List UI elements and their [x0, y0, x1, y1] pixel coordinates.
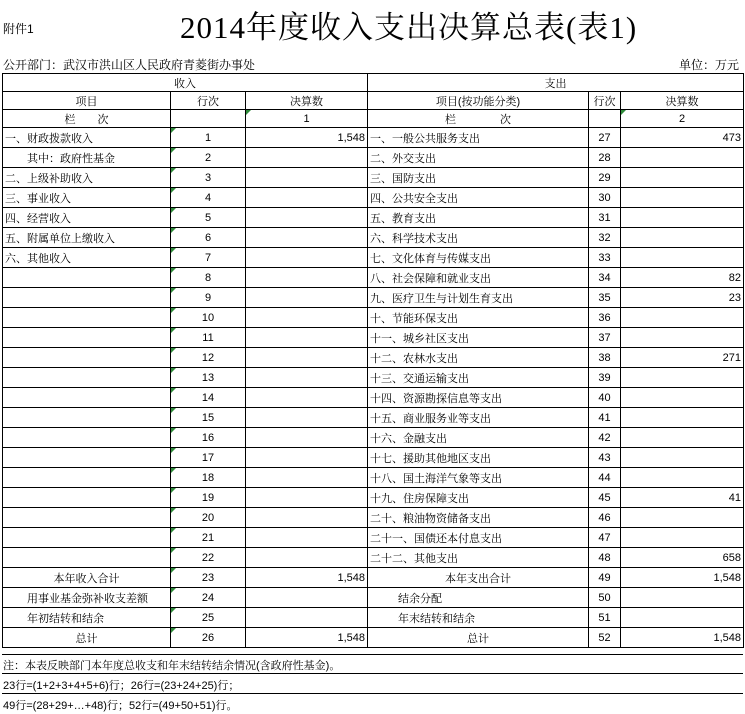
income-item-name: 一、财政拨款收入	[3, 128, 171, 148]
table-row	[3, 248, 744, 268]
income-row-number: 20	[171, 508, 246, 528]
income-item-name	[3, 528, 171, 548]
table-row	[3, 408, 744, 428]
expense-amount	[621, 468, 744, 488]
expense-amount	[621, 368, 744, 388]
expense-row-number: 37	[589, 328, 621, 348]
income-amount	[246, 448, 368, 468]
expense-summary-row: 51	[589, 608, 621, 628]
income-row-number: 11	[171, 328, 246, 348]
expense-summary-row: 50	[589, 588, 621, 608]
income-amount	[246, 408, 368, 428]
expense-summary-amount: 1,548	[621, 628, 744, 648]
expense-amount	[621, 208, 744, 228]
expense-item-name: 二、外交支出	[368, 148, 589, 168]
expense-summary-row: 52	[589, 628, 621, 648]
expense-row-number: 46	[589, 508, 621, 528]
expense-row-header: 行次	[589, 92, 621, 110]
income-amount	[246, 208, 368, 228]
income-section-header: 收入	[3, 74, 368, 92]
table-row	[3, 228, 744, 248]
table-row	[3, 268, 744, 288]
income-row-number: 18	[171, 468, 246, 488]
income-amount	[246, 168, 368, 188]
expense-item-name: 二十一、国债还本付息支出	[368, 528, 589, 548]
department-label: 公开部门：武汉市洪山区人民政府青菱街办事处	[3, 58, 256, 72]
expense-row-number: 44	[589, 468, 621, 488]
expense-row-number: 33	[589, 248, 621, 268]
expense-row-number: 40	[589, 388, 621, 408]
expense-row-number: 28	[589, 148, 621, 168]
expense-amount	[621, 448, 744, 468]
expense-item-name: 十八、国土海洋气象等支出	[368, 468, 589, 488]
income-row-header: 行次	[171, 92, 246, 110]
table-row	[3, 168, 744, 188]
summary-row	[3, 588, 744, 608]
expense-summary-name: 本年支出合计	[368, 568, 589, 588]
expense-amount	[621, 248, 744, 268]
income-amount	[246, 308, 368, 328]
expense-item-name: 六、科学技术支出	[368, 228, 589, 248]
expense-row-number: 34	[589, 268, 621, 288]
income-item-name	[3, 428, 171, 448]
income-item-name: 三、事业收入	[3, 188, 171, 208]
table-row	[3, 188, 744, 208]
expense-item-name: 十一、城乡社区支出	[368, 328, 589, 348]
income-summary-row: 26	[171, 628, 246, 648]
expense-item-name: 三、国防支出	[368, 168, 589, 188]
income-amount	[246, 248, 368, 268]
income-amount	[246, 148, 368, 168]
income-amount	[246, 528, 368, 548]
expense-item-name: 二十、粮油物资储备支出	[368, 508, 589, 528]
notes-divider-2	[2, 673, 743, 674]
expense-item-header: 项目(按功能分类)	[368, 92, 589, 110]
expense-amount	[621, 328, 744, 348]
table-row	[3, 388, 744, 408]
unit-label: 单位：万元	[678, 58, 739, 72]
expense-amount: 658	[621, 548, 744, 568]
expense-summary-name: 年末结转和结余	[368, 608, 589, 628]
attachment-label: 附件1	[3, 22, 34, 36]
income-row-number: 5	[171, 208, 246, 228]
expense-row-number: 42	[589, 428, 621, 448]
expense-amount	[621, 188, 744, 208]
income-item-header: 项目	[3, 92, 171, 110]
expense-item-name: 五、教育支出	[368, 208, 589, 228]
budget-table	[2, 73, 744, 648]
expense-item-name: 四、公共安全支出	[368, 188, 589, 208]
income-item-name	[3, 268, 171, 288]
income-summary-row: 25	[171, 608, 246, 628]
income-summary-row: 23	[171, 568, 246, 588]
income-item-name	[3, 408, 171, 428]
expense-amount: 23	[621, 288, 744, 308]
expense-item-name: 十六、金融支出	[368, 428, 589, 448]
income-summary-name: 年初结转和结余	[3, 608, 171, 628]
income-summary-amount: 1,548	[246, 628, 368, 648]
income-lanci-blank	[171, 110, 246, 128]
income-col-number: 1	[246, 110, 368, 128]
note-line-2: 23行=(1+2+3+4+5+6)行；26行=(23+24+25)行；	[3, 680, 240, 692]
income-amount	[246, 488, 368, 508]
expense-amount	[621, 228, 744, 248]
expense-row-number: 30	[589, 188, 621, 208]
expense-lanci-cell: 栏 次	[368, 110, 589, 128]
income-row-number: 16	[171, 428, 246, 448]
income-row-number: 15	[171, 408, 246, 428]
income-row-number: 7	[171, 248, 246, 268]
table-row	[3, 508, 744, 528]
expense-amount	[621, 528, 744, 548]
income-summary-row: 24	[171, 588, 246, 608]
expense-item-name: 十二、农林水支出	[368, 348, 589, 368]
expense-item-name: 八、社会保障和就业支出	[368, 268, 589, 288]
income-item-name: 六、其他收入	[3, 248, 171, 268]
expense-summary-name: 结余分配	[368, 588, 589, 608]
income-amount	[246, 288, 368, 308]
income-row-number: 17	[171, 448, 246, 468]
expense-lanci-blank	[589, 110, 621, 128]
summary-row	[3, 568, 744, 588]
income-row-number: 8	[171, 268, 246, 288]
note-line-1: 注：本表反映部门本年度总收支和年末结转结余情况(含政府性基金)。	[3, 660, 341, 672]
income-amount	[246, 548, 368, 568]
income-row-number: 13	[171, 368, 246, 388]
income-item-name: 二、上级补助收入	[3, 168, 171, 188]
income-summary-name: 用事业基金弥补收支差额	[3, 588, 171, 608]
income-row-number: 21	[171, 528, 246, 548]
page-title: 2014年度收入支出决算总表(表1)	[180, 10, 638, 45]
expense-amount	[621, 388, 744, 408]
table-row	[3, 128, 744, 148]
table-row	[3, 328, 744, 348]
income-summary-amount	[246, 608, 368, 628]
income-amount	[246, 368, 368, 388]
summary-row	[3, 628, 744, 648]
expense-amount: 271	[621, 348, 744, 368]
table-row	[3, 528, 744, 548]
note-line-3: 49行=(28+29+…+48)行；52行=(49+50+51)行。	[3, 700, 238, 712]
lanci-row	[3, 110, 744, 128]
expense-row-number: 35	[589, 288, 621, 308]
column-header-row	[3, 92, 744, 110]
expense-summary-name: 总计	[368, 628, 589, 648]
income-item-name	[3, 288, 171, 308]
notes-divider	[2, 654, 743, 655]
income-summary-amount: 1,548	[246, 568, 368, 588]
expense-item-name: 二十二、其他支出	[368, 548, 589, 568]
income-row-number: 3	[171, 168, 246, 188]
income-item-name	[3, 368, 171, 388]
table-row	[3, 488, 744, 508]
table-row	[3, 468, 744, 488]
income-summary-name: 本年收入合计	[3, 568, 171, 588]
income-row-number: 6	[171, 228, 246, 248]
income-item-name	[3, 468, 171, 488]
expense-item-name: 十五、商业服务业等支出	[368, 408, 589, 428]
expense-amount: 82	[621, 268, 744, 288]
table-row	[3, 148, 744, 168]
income-amount	[246, 428, 368, 448]
income-item-name	[3, 348, 171, 368]
summary-row	[3, 608, 744, 628]
table-row	[3, 288, 744, 308]
expense-row-number: 27	[589, 128, 621, 148]
expense-amount-header: 决算数	[621, 92, 744, 110]
income-row-number: 10	[171, 308, 246, 328]
expense-section-header: 支出	[368, 74, 744, 92]
expense-item-name: 七、文化体育与传媒支出	[368, 248, 589, 268]
income-item-name	[3, 388, 171, 408]
expense-summary-row: 49	[589, 568, 621, 588]
income-row-number: 19	[171, 488, 246, 508]
income-item-name	[3, 548, 171, 568]
table-row	[3, 448, 744, 468]
notes-divider-3	[2, 693, 743, 694]
expense-item-name: 十三、交通运输支出	[368, 368, 589, 388]
expense-row-number: 48	[589, 548, 621, 568]
income-amount	[246, 348, 368, 368]
income-item-name: 四、经营收入	[3, 208, 171, 228]
income-row-number: 1	[171, 128, 246, 148]
income-amount	[246, 328, 368, 348]
expense-amount	[621, 148, 744, 168]
income-row-number: 4	[171, 188, 246, 208]
income-summary-name: 总计	[3, 628, 171, 648]
expense-row-number: 47	[589, 528, 621, 548]
expense-row-number: 38	[589, 348, 621, 368]
income-row-number: 12	[171, 348, 246, 368]
income-item-name: 五、附属单位上缴收入	[3, 228, 171, 248]
summary-body	[3, 568, 744, 648]
expense-item-name: 十、节能环保支出	[368, 308, 589, 328]
income-item-name	[3, 448, 171, 468]
table-row	[3, 428, 744, 448]
income-item-name	[3, 308, 171, 328]
expense-summary-amount	[621, 588, 744, 608]
expense-item-name: 十七、援助其他地区支出	[368, 448, 589, 468]
expense-summary-amount: 1,548	[621, 568, 744, 588]
expense-row-number: 32	[589, 228, 621, 248]
expense-amount: 473	[621, 128, 744, 148]
income-item-name	[3, 328, 171, 348]
table-row	[3, 348, 744, 368]
expense-amount	[621, 168, 744, 188]
expense-row-number: 39	[589, 368, 621, 388]
income-amount: 1,548	[246, 128, 368, 148]
income-row-number: 9	[171, 288, 246, 308]
expense-row-number: 31	[589, 208, 621, 228]
expense-row-number: 36	[589, 308, 621, 328]
section-header-row	[3, 74, 744, 92]
table-row	[3, 308, 744, 328]
income-amount-header: 决算数	[246, 92, 368, 110]
table-row	[3, 548, 744, 568]
expense-amount	[621, 308, 744, 328]
expense-item-name: 十四、资源勘探信息等支出	[368, 388, 589, 408]
expense-item-name: 一、一般公共服务支出	[368, 128, 589, 148]
income-summary-amount	[246, 588, 368, 608]
income-amount	[246, 388, 368, 408]
income-amount	[246, 188, 368, 208]
expense-amount	[621, 428, 744, 448]
income-item-name	[3, 508, 171, 528]
expense-amount	[621, 408, 744, 428]
income-row-number: 22	[171, 548, 246, 568]
table-row	[3, 368, 744, 388]
income-amount	[246, 228, 368, 248]
income-amount	[246, 468, 368, 488]
income-row-number: 14	[171, 388, 246, 408]
income-amount	[246, 268, 368, 288]
expense-summary-amount	[621, 608, 744, 628]
income-lanci-cell: 栏 次	[3, 110, 171, 128]
expense-amount: 41	[621, 488, 744, 508]
expense-row-number: 29	[589, 168, 621, 188]
expense-item-name: 十九、住房保障支出	[368, 488, 589, 508]
expense-amount	[621, 508, 744, 528]
income-item-name	[3, 488, 171, 508]
expense-row-number: 45	[589, 488, 621, 508]
income-amount	[246, 508, 368, 528]
income-row-number: 2	[171, 148, 246, 168]
expense-item-name: 九、医疗卫生与计划生育支出	[368, 288, 589, 308]
income-item-name: 其中：政府性基金	[3, 148, 171, 168]
expense-row-number: 43	[589, 448, 621, 468]
table-row	[3, 208, 744, 228]
expense-row-number: 41	[589, 408, 621, 428]
table-body	[3, 128, 744, 568]
expense-col-number: 2	[621, 110, 744, 128]
